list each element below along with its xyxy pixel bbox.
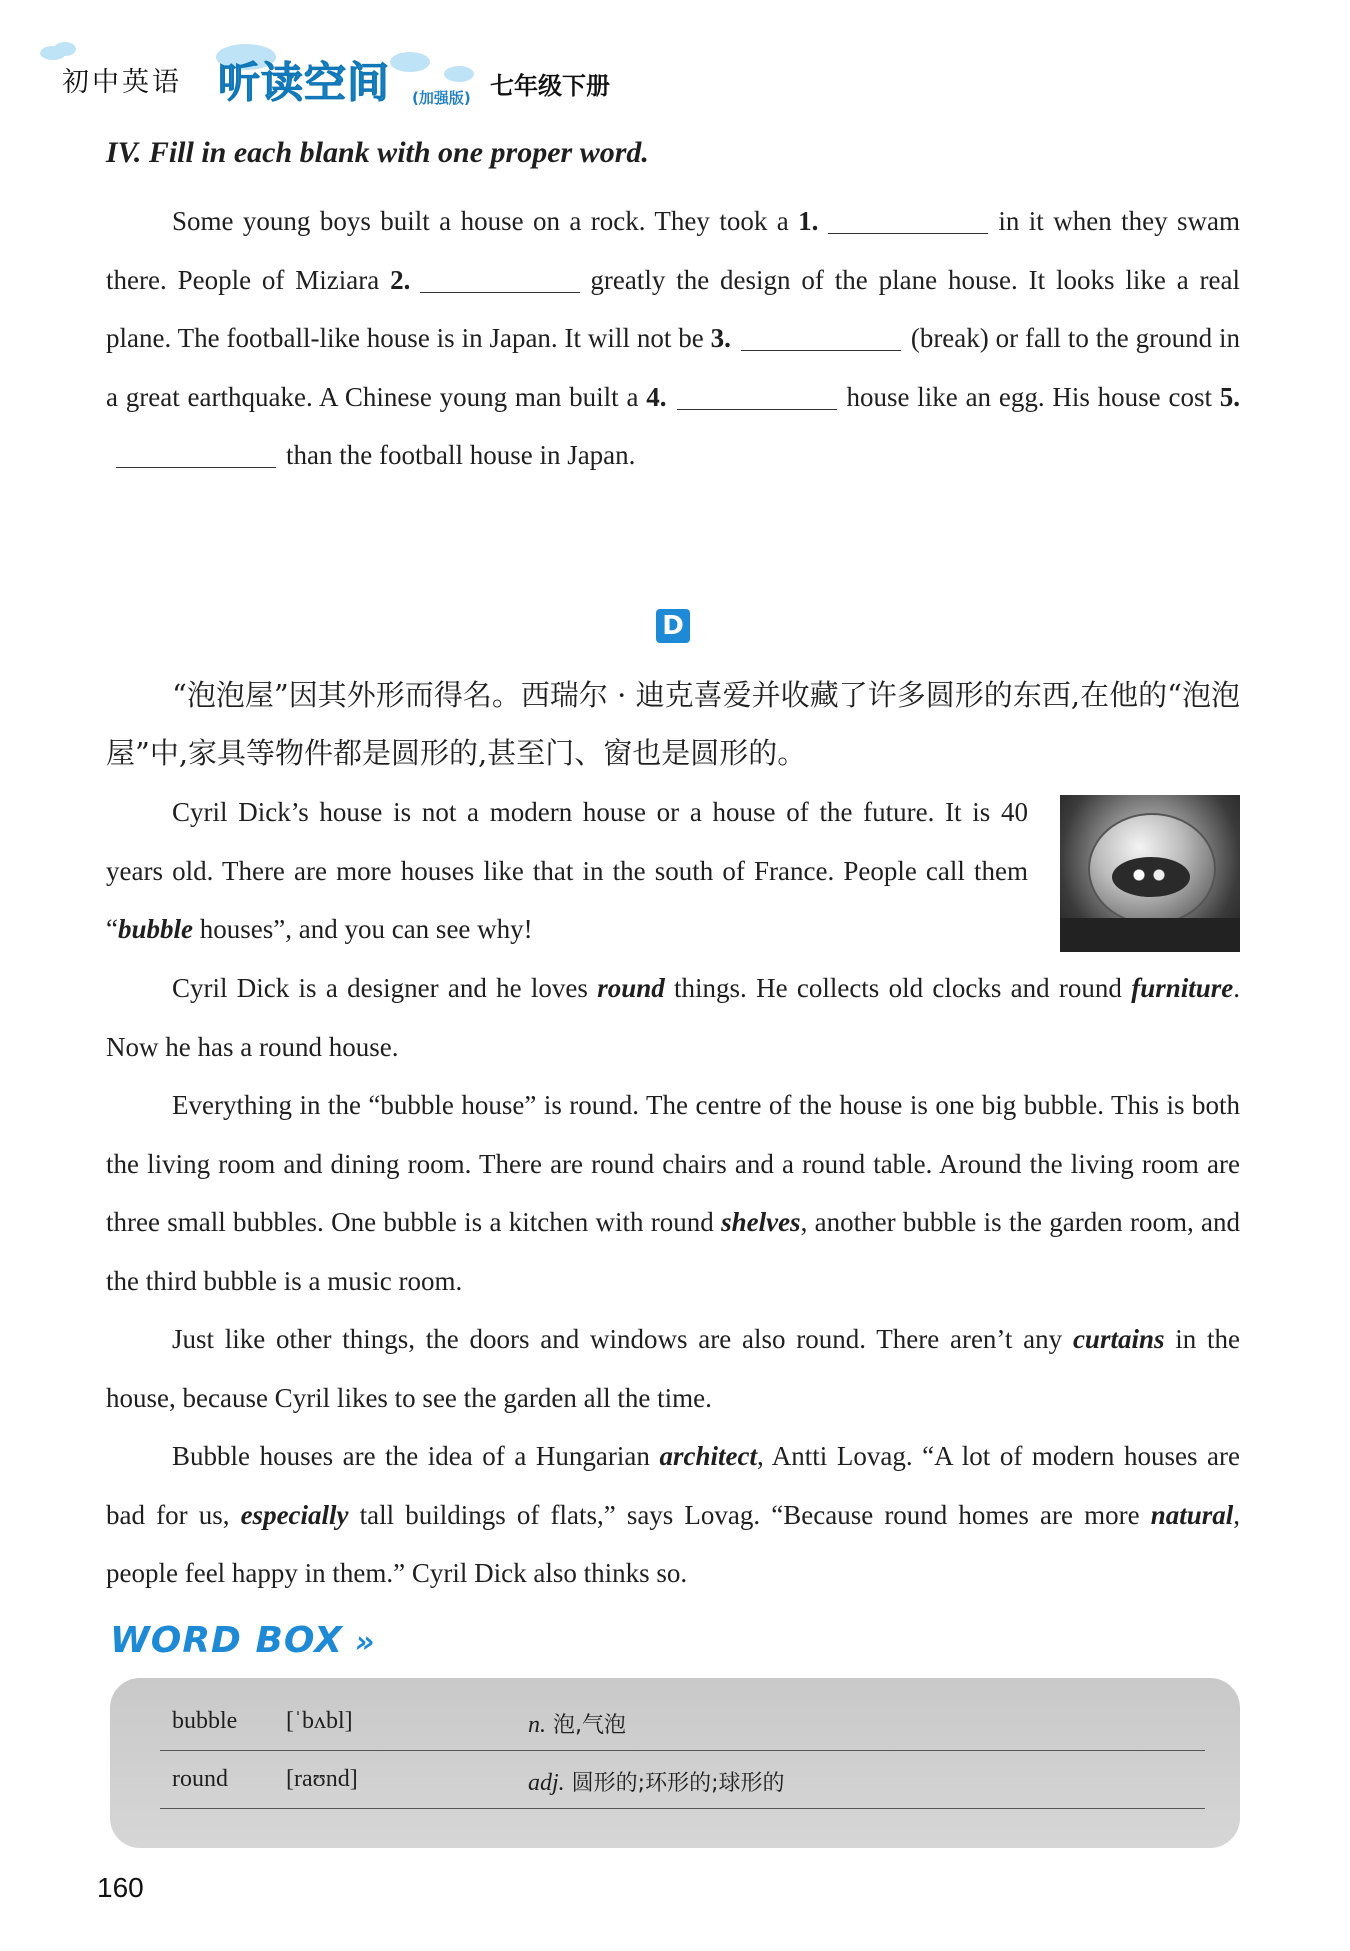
passage-text: greatly the design of the plane house. It looks like a real plane. The football-like house is in Japan. It will not be (106, 264, 1241, 353)
furniture-shape (1124, 865, 1174, 885)
paragraph-3 (106, 1076, 1240, 1310)
paragraph-1 (106, 783, 1028, 959)
entry-pos: adj. (528, 1770, 565, 1796)
word-entry (160, 1750, 1205, 1809)
word-entry (160, 1692, 1205, 1751)
entry-definition (528, 1708, 626, 1739)
blank-number: 3. (710, 323, 731, 353)
answer-blank-5[interactable] (116, 440, 276, 468)
keyword: shelves (721, 1207, 801, 1237)
page-header (40, 40, 740, 120)
paragraph-text: Cyril Dick is a designer and he loves (172, 973, 598, 1003)
entry-definition (528, 1766, 785, 1797)
chinese-intro (106, 666, 1240, 782)
word-box-heading: WORD BOX (110, 1620, 343, 1661)
entry-meaning: 圆形的;环形的;球形的 (571, 1771, 785, 1796)
edition-label: (加强版) (412, 89, 471, 107)
paragraph-2 (106, 959, 1240, 1076)
entry-meaning: 泡,气泡 (553, 1713, 626, 1738)
paragraph-text: Just like other things, the doors and windows are also round. There aren’t any (172, 1324, 1073, 1354)
answer-blank-4[interactable] (677, 382, 837, 410)
bubble-house-photo (1060, 795, 1240, 952)
paragraph-text: Cyril Dick’s house is not a modern house or a house of the future. It is 40 years old. There are more houses like that in the south of France. People call them “ (106, 797, 1028, 944)
section-d-badge: D (656, 609, 690, 643)
keyword: natural (1150, 1499, 1234, 1530)
paragraph-5 (106, 1427, 1240, 1603)
answer-blank-1[interactable] (828, 206, 988, 234)
blank-number: 5. (1219, 381, 1240, 412)
entry-word: round (172, 1766, 228, 1792)
keyword: round (597, 973, 665, 1003)
passage-text: Some young boys built a house on a rock. They took a (172, 206, 789, 236)
paragraph-text: . Now he has a round house. (106, 973, 1240, 1062)
paragraph-text: , people feel happy in them.” Cyril Dick also thinks so. (106, 1499, 1240, 1588)
word-box (110, 1678, 1240, 1848)
paragraph-text: things. He collects old clocks and round (664, 973, 1132, 1003)
blank-number: 4. (646, 381, 667, 412)
answer-blank-2[interactable] (420, 265, 580, 293)
entry-word: bubble (172, 1708, 238, 1734)
paragraph-text: Everything in the “bubble house” is round. The centre of the house is one big bubble. This is both the living room and dining room. There are round chairs and a round table. Around the living room are three small bubbles. One bubble is a kitchen with round (106, 1090, 1240, 1237)
keyword: architect (659, 1441, 757, 1471)
paragraph-4 (106, 1310, 1240, 1427)
paragraph-text: houses”, and you can see why! (193, 914, 533, 944)
section-title: IV. Fill in each blank with one proper word. (106, 136, 649, 169)
cloud-decoration (390, 52, 430, 72)
passage-text: than the football house in Japan. (286, 440, 636, 470)
fill-in-paragraph (106, 192, 1240, 485)
cloud-decoration (444, 66, 474, 82)
blank-number: 2. (390, 264, 411, 295)
paragraph-text: tall buildings of flats,” says Lovag. “Because round homes are more (348, 1499, 1151, 1530)
blank-number: 1. (798, 206, 819, 236)
ground-shape (1060, 918, 1240, 952)
passage-text: house like an egg. His house cost (846, 381, 1212, 412)
entry-phonetic: [ˈbʌbl] (286, 1708, 353, 1734)
keyword: furniture (1131, 973, 1234, 1003)
grade-label: 七年级下册 (490, 72, 610, 100)
word-box-title (110, 1620, 375, 1661)
entry-phonetic: [raʊnd] (286, 1766, 358, 1792)
answer-blank-3[interactable] (741, 323, 901, 351)
series-logo: 听读空间 (218, 58, 391, 107)
paragraph-text: in the house, because Cyril likes to see the garden all the time. (106, 1324, 1240, 1413)
keyword: especially (240, 1499, 349, 1530)
page-number: 160 (97, 1872, 144, 1903)
cloud-decoration (54, 42, 76, 56)
intro-text: “泡泡屋”因其外形而得名。西瑞尔 · 迪克喜爱并收藏了许多圆形的东西,在他的“泡泡屋”中,家具等物件都是圆形的,甚至门、窗也是圆形的。 (106, 678, 1240, 770)
passage-text: (break) or fall to the ground in a great earthquake. A Chinese young man built a (106, 323, 1241, 412)
paragraph-text: Bubble houses are the idea of a Hungarian (172, 1441, 660, 1471)
passage-text: in it when they swam there. People of Miziara (106, 206, 1241, 295)
paragraph-text: , another bubble is the garden room, and the third bubble is a music room. (106, 1207, 1240, 1296)
paragraph-text: , Antti Lovag. “A lot of modern houses are bad for us, (106, 1441, 1240, 1530)
double-chevron-icon: » (354, 1625, 376, 1660)
keyword: curtains (1072, 1324, 1165, 1354)
entry-pos: n. (528, 1712, 546, 1738)
keyword: bubble (117, 914, 193, 944)
series-name: 初中英语 (62, 67, 182, 98)
